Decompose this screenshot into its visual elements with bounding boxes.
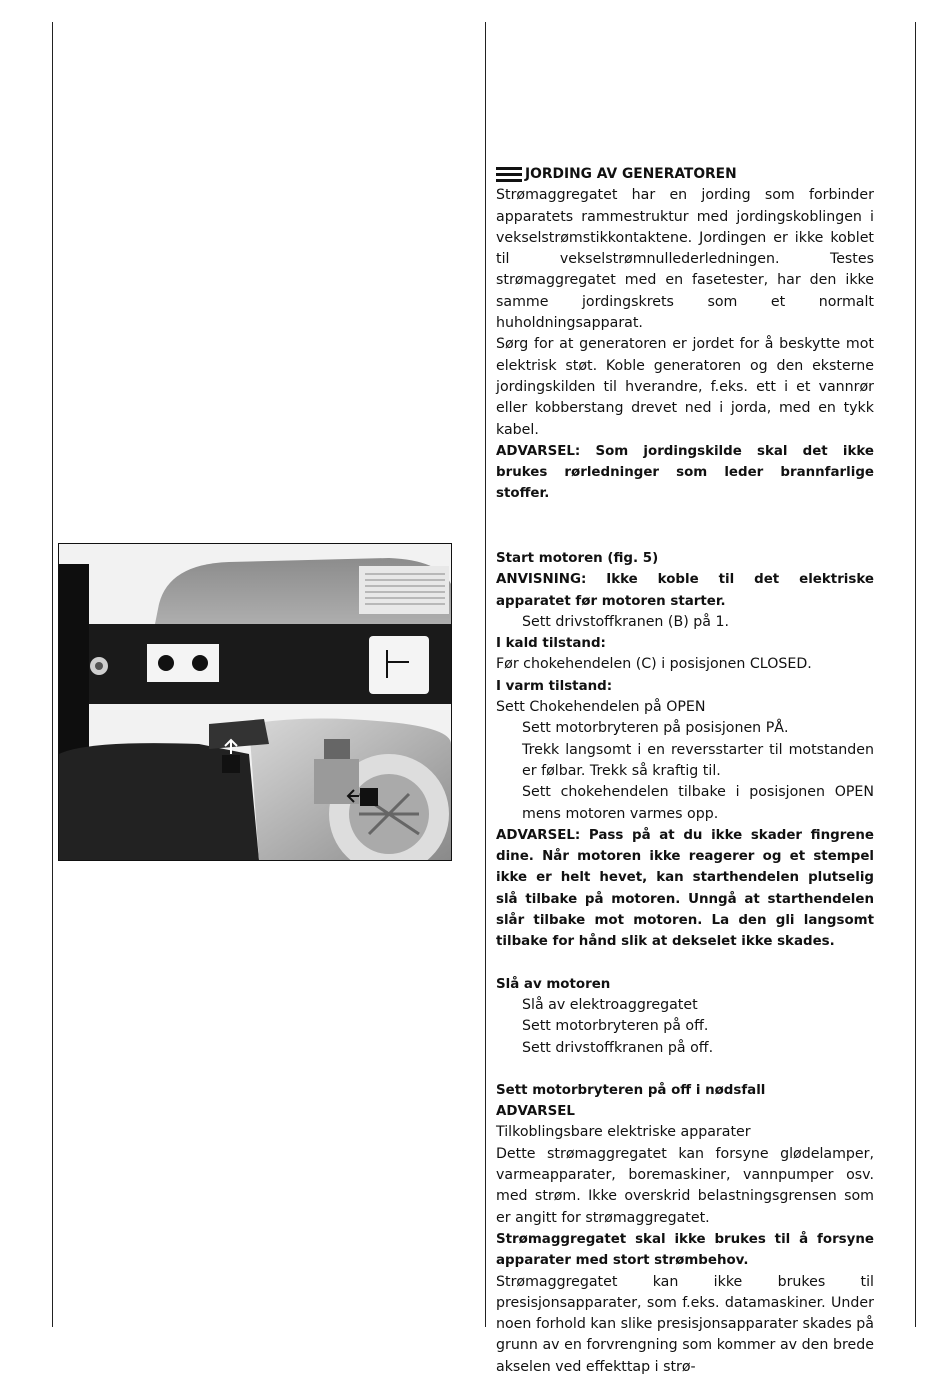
start-note: ANVISNING: Ikke koble til det elektriske apparatet før motoren starter. bbox=[496, 572, 874, 609]
emergency-subtitle: Tilkoblingsbare elektriske apparater bbox=[496, 1124, 751, 1141]
start-step: Sett chokehendelen tilbake i posisjonen OPEN mens motoren varmes opp. bbox=[522, 784, 874, 822]
generator-illustration bbox=[59, 544, 451, 860]
stop-step: Sett drivstoffkranen på off. bbox=[522, 1039, 714, 1056]
grounding-paragraph-2: Sørg for at generatoren er jordet for å beskytte mot elektrisk støt. Koble generatoren og den eksterne jordingskilden til hverandre, f.eks. ett i et vannrør eller kobberstang drevet ned i jorda, med en tykk kabel. bbox=[496, 336, 874, 438]
start-title: Start motoren (fig. 5) bbox=[496, 551, 659, 566]
fuel-step: Sett drivstoffkranen (B) på 1. bbox=[522, 613, 729, 630]
emergency-paragraph-2: Strømaggregatet kan ikke brukes til presisjonsapparater, som f.eks. datamaskiner. Under noen forhold kan slike presisjonsapparater skades på grunn av en forvrengning som kommer av den brede akselen ved effekttap i strø- bbox=[496, 1273, 874, 1375]
column-divider bbox=[485, 22, 486, 1327]
grounding-title: JORDING AV GENERATOREN bbox=[525, 166, 737, 182]
emergency-paragraph-1: Dette strømaggregatet kan forsyne glødelamper, varmeapparater, boremaskiner, vannpumper osv. med strøm. Ikke overskrid belastningsgrensen som er angitt for strømaggregatet. bbox=[496, 1145, 874, 1226]
emergency-title: Sett motorbryteren på off i nødsfall bbox=[496, 1082, 766, 1098]
start-section bbox=[496, 548, 874, 1378]
stop-step: Slå av elektroaggregatet bbox=[522, 996, 698, 1013]
cold-text: Før chokehendelen (C) i posisjonen CLOSED. bbox=[496, 656, 812, 673]
generator-photo bbox=[58, 543, 452, 861]
start-warning: ADVARSEL: Pass på at du ikke skader fingrene dine. Når motoren ikke reagerer og et stempel ikke er helt hevet, kan starthendelen plutselig slå tilbake på motoren. Unngå at starthendelen slår tilbake mot motoren. La den gli langsomt tilbake for hånd slik at dekselet ikke skades. bbox=[496, 827, 874, 950]
emergency-bold: Strømaggregatet skal ikke brukes til å forsyne apparater med stort strømbehov. bbox=[496, 1231, 874, 1269]
marker-c bbox=[222, 755, 240, 773]
warm-title: I varm tilstand: bbox=[496, 678, 613, 694]
marker-b bbox=[360, 788, 378, 806]
stop-title: Slå av motoren bbox=[496, 976, 611, 992]
emergency-warning-title: ADVARSEL bbox=[496, 1104, 575, 1120]
menu-lines-icon bbox=[496, 166, 522, 183]
stop-step: Sett motorbryteren på off. bbox=[522, 1018, 709, 1035]
grounding-heading bbox=[496, 164, 874, 185]
left-margin-rule bbox=[52, 22, 53, 1327]
right-margin-rule bbox=[915, 22, 916, 1327]
start-step: Trekk langsomt i en reversstarter til motstanden er følbar. Trekk så kraftig til. bbox=[522, 741, 874, 779]
grounding-section bbox=[496, 164, 874, 505]
cold-title: I kald tilstand: bbox=[496, 636, 606, 652]
grounding-warning: ADVARSEL: Som jordingskilde skal det ikke brukes rørledninger som leder brannfarlige stoffer. bbox=[496, 443, 874, 502]
grounding-paragraph-1: Strømaggregatet har en jording som forbinder apparatets rammestruktur med jordingskoblingen i vekselstrømstikkontaktene. Jordingen er ikke koblet til vekselstrømnullederledningen. Testes strømaggregatet med en fasetester, har den ikke samme jordingskrets som et normalt huholdningsapparat. bbox=[496, 187, 874, 332]
start-step: Sett motorbryteren på posisjonen PÅ. bbox=[522, 720, 789, 737]
warm-text: Sett Chokehendelen på OPEN bbox=[496, 699, 706, 716]
